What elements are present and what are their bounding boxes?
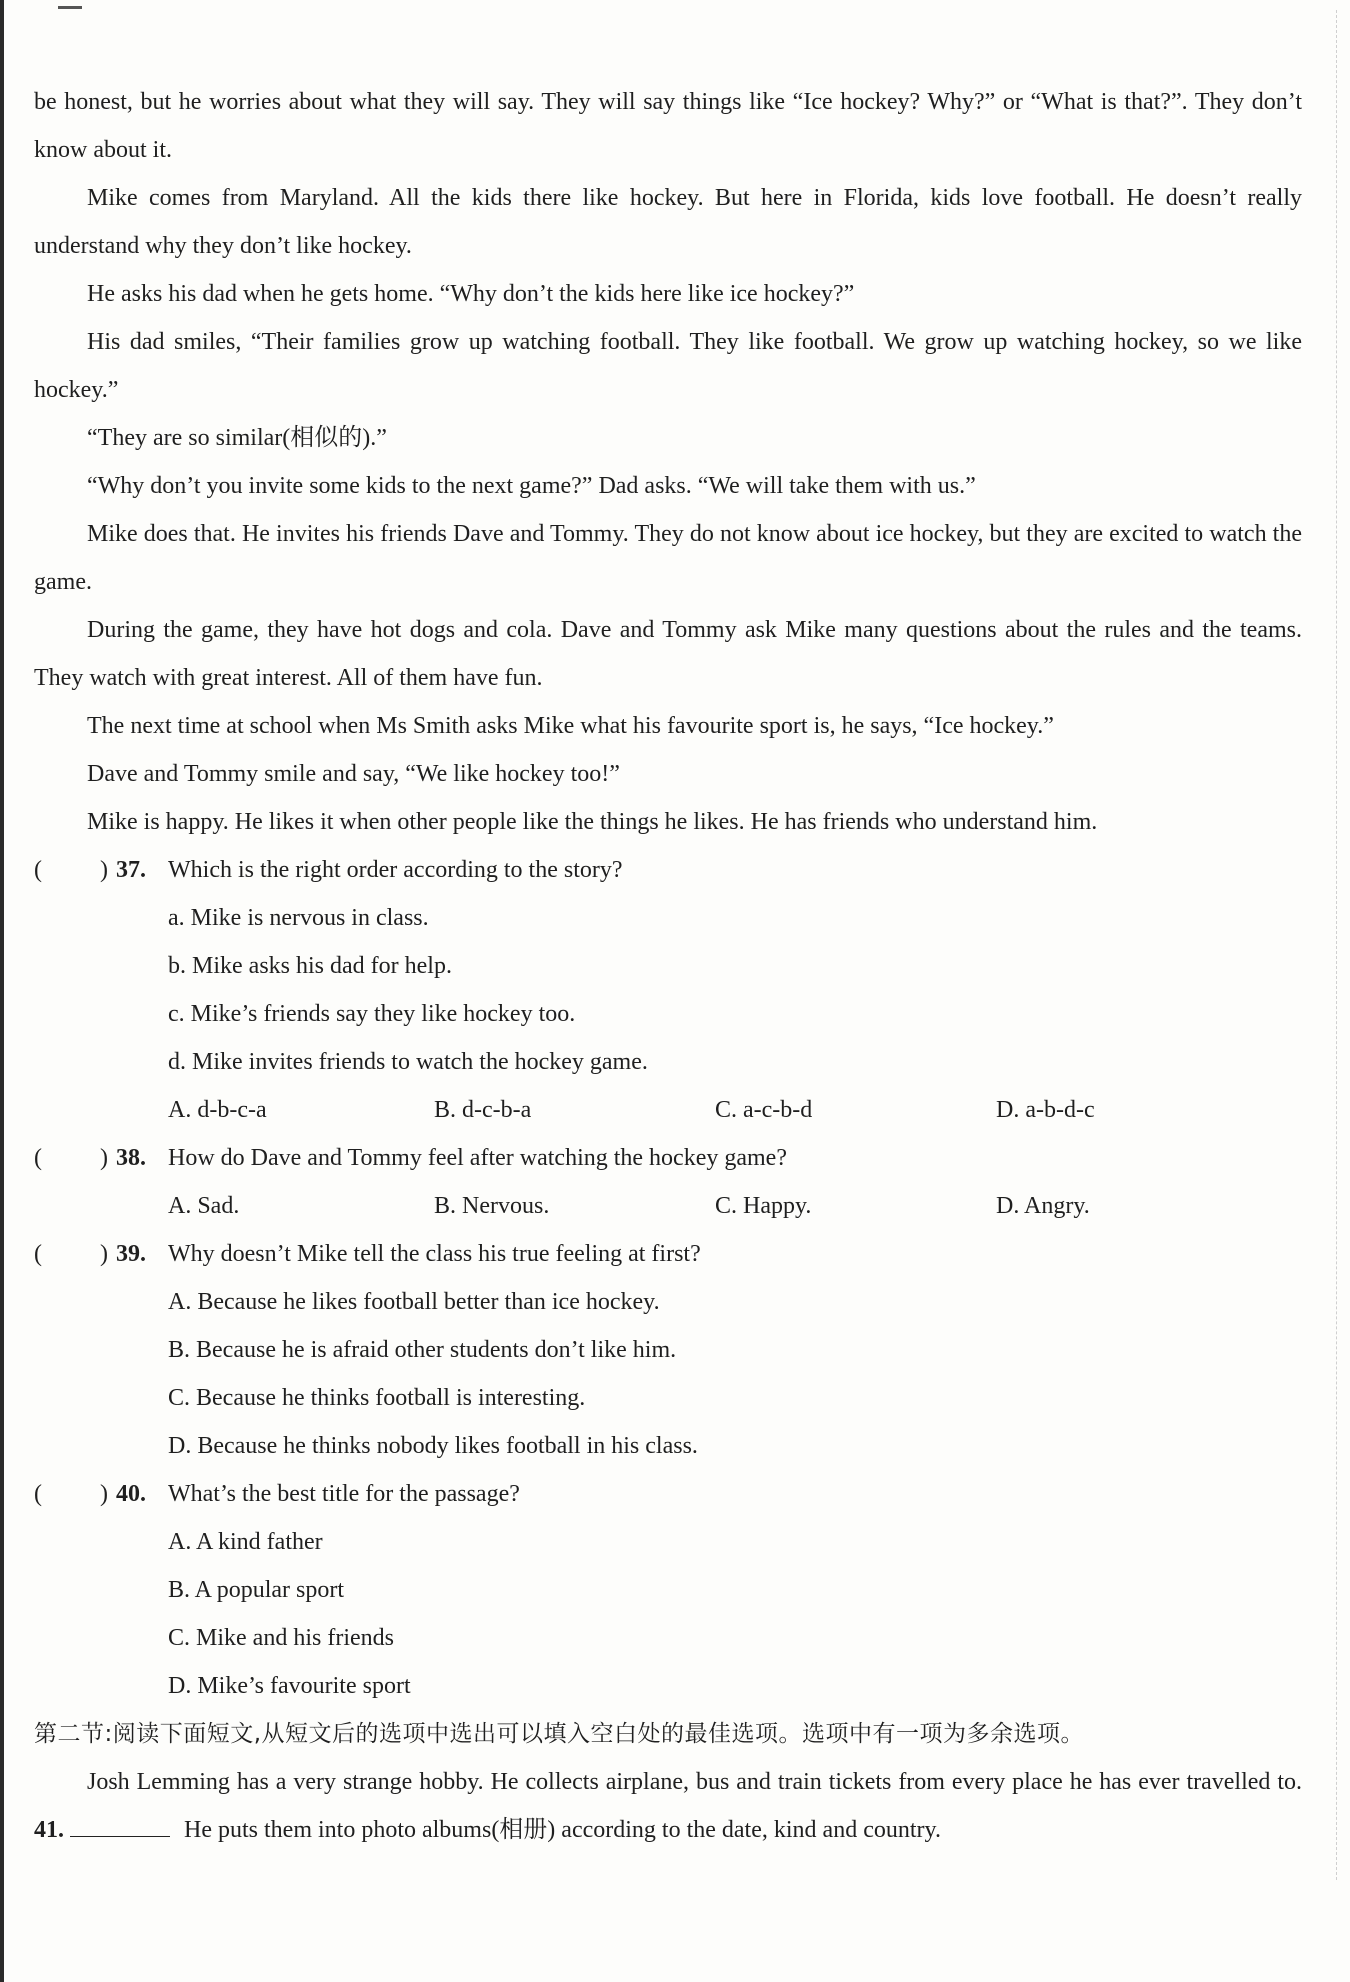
option-d: D. Because he thinks nobody likes football in his class.	[168, 1433, 698, 1459]
answer-bracket-close: )	[100, 1241, 108, 1267]
option-b: B. A popular sport	[168, 1577, 345, 1603]
question-40	[34, 1470, 1302, 1518]
passage-paragraph: The next time at school when Ms Smith asks Mike what his favourite sport is, he says, “Ice hockey.”	[87, 713, 1054, 739]
blank-number: 41.	[34, 1817, 64, 1843]
passage-paragraph: He asks his dad when he gets home. “Why don’t the kids here like ice hockey?”	[87, 281, 855, 307]
option-a: A. A kind father	[168, 1529, 323, 1555]
options-row	[34, 1182, 1302, 1230]
option-b: B. Nervous.	[434, 1193, 550, 1219]
option-c: C. Because he thinks football is interesting.	[168, 1385, 586, 1411]
options-row	[34, 1086, 1302, 1134]
passage-paragraph: During the game, they have hot dogs and cola. Dave and Tommy ask Mike many questions about the rules and the teams. They watch with great interest. All of them have fun.	[34, 617, 1302, 691]
question-text: Why doesn’t Mike tell the class his true feeling at first?	[168, 1241, 701, 1267]
option-d: D. a-b-d-c	[996, 1097, 1095, 1123]
cloze-text-after: He puts them into photo albums(相册) according to the date, kind and country.	[184, 1817, 941, 1843]
answer-blank[interactable]	[70, 1816, 170, 1837]
option-c: C. Mike and his friends	[168, 1625, 394, 1651]
question-number: 38.	[116, 1145, 146, 1171]
answer-bracket-open: (	[34, 1145, 42, 1171]
answer-bracket-open: (	[34, 1241, 42, 1267]
option-d: D. Angry.	[996, 1193, 1090, 1219]
event-item: d. Mike invites friends to watch the hockey game.	[168, 1049, 648, 1075]
event-item: b. Mike asks his dad for help.	[168, 953, 452, 979]
question-text: Which is the right order according to the story?	[168, 857, 623, 883]
answer-bracket-open: (	[34, 1481, 42, 1507]
answer-bracket-open: (	[34, 857, 42, 883]
page-binding-edge	[0, 0, 4, 1982]
passage-paragraph: His dad smiles, “Their families grow up watching football. They like football. We grow up watching hockey, so we like hockey.”	[34, 329, 1302, 403]
option-b: B. d-c-b-a	[434, 1097, 532, 1123]
option-c: C. Happy.	[715, 1193, 812, 1219]
passage-paragraph: Dave and Tommy smile and say, “We like hockey too!”	[87, 761, 620, 787]
question-38	[34, 1134, 1302, 1182]
question-number: 37.	[116, 857, 146, 883]
passage-paragraph: be honest, but he worries about what they will say. They will say things like “Ice hockey? Why?” or “What is that?”. They don’t know about it.	[34, 89, 1302, 163]
passage-paragraph: “Why don’t you invite some kids to the next game?” Dad asks. “We will take them with us.”	[87, 473, 976, 499]
event-item: c. Mike’s friends say they like hockey too.	[168, 1001, 576, 1027]
option-a: A. Sad.	[168, 1193, 240, 1219]
answer-bracket-close: )	[100, 857, 108, 883]
event-item: a. Mike is nervous in class.	[168, 905, 429, 931]
option-a: A. Because he likes football better than ice hockey.	[168, 1289, 660, 1315]
option-b: B. Because he is afraid other students don’t like him.	[168, 1337, 677, 1363]
page-top-mark	[58, 6, 82, 9]
option-c: C. a-c-b-d	[715, 1097, 813, 1123]
passage-paragraph: Mike comes from Maryland. All the kids there like hockey. But here in Florida, kids love football. He doesn’t really understand why they don’t like hockey.	[34, 185, 1302, 259]
question-39	[34, 1230, 1302, 1278]
answer-bracket-close: )	[100, 1481, 108, 1507]
option-d: D. Mike’s favourite sport	[168, 1673, 411, 1699]
option-a: A. d-b-c-a	[168, 1097, 267, 1123]
passage-paragraph: Mike is happy. He likes it when other people like the things he likes. He has friends who understand him.	[87, 809, 1098, 835]
cloze-text-before: Josh Lemming has a very strange hobby. He collects airplane, bus and train tickets from every place he has ever travelled to.	[87, 1769, 1302, 1795]
question-37	[34, 846, 1302, 894]
cloze-paragraph	[34, 1758, 1302, 1854]
question-number: 40.	[116, 1481, 146, 1507]
section-heading: 第二节:阅读下面短文,从短文后的选项中选出可以填入空白处的最佳选项。选项中有一项为多余选项。	[34, 1721, 1085, 1747]
answer-bracket-close: )	[100, 1145, 108, 1171]
page-content	[34, 78, 1302, 1854]
question-text: What’s the best title for the passage?	[168, 1481, 520, 1507]
question-text: How do Dave and Tommy feel after watching the hockey game?	[168, 1145, 787, 1171]
passage-paragraph: Mike does that. He invites his friends Dave and Tommy. They do not know about ice hockey, but they are excited to watch the game.	[34, 521, 1302, 595]
question-number: 39.	[116, 1241, 146, 1267]
margin-rule	[1336, 10, 1338, 1880]
passage-paragraph: “They are so similar(相似的).”	[87, 425, 387, 451]
